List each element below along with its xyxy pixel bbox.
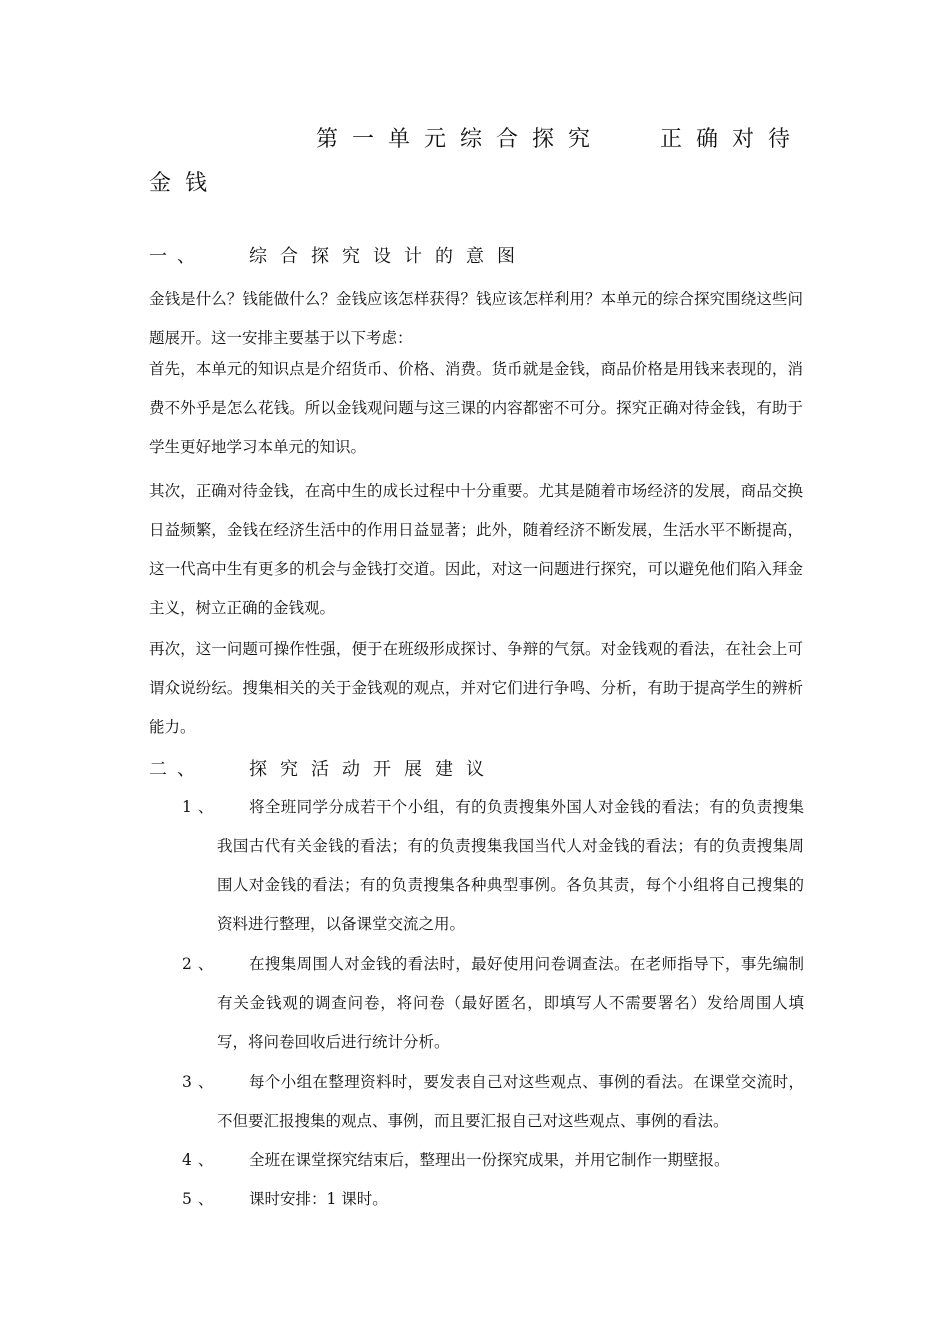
list-item [182, 1180, 804, 1219]
list-item-text: 每个小组在整理资料时，要发表自己对这些观点、事例的看法。在课堂交流时，不但要汇报搜集的观点、事例，而且要汇报自己对这些观点、事例的看法。 [217, 1073, 804, 1130]
list-item-text: 在搜集周围人对金钱的看法时，最好使用问卷调查法。在老师指导下，事先编制有关金钱观的调查问卷，将问卷（最好匿名，即填写人不需要署名）发给周围人填写，将问卷回收后进行统计分析。 [217, 955, 804, 1051]
paragraph-intro: 金钱是什么？钱能做什么？金钱应该怎样获得？钱应该怎样利用？本单元的综合探究围绕这些问题展开。这一安排主要基于以下考虑： [149, 290, 803, 347]
list-item-number: 5、 [182, 1190, 220, 1208]
section-heading-1 [149, 242, 528, 268]
paragraph-third: 再次，这一问题可操作性强，便于在班级形成探讨、争辩的气氛。对金钱观的看法，在社会上可谓众说纷纭。搜集相关的关于金钱观的观点，并对它们进行争鸣、分析，有助于提高学生的辨析能力。 [149, 640, 803, 736]
document-title [316, 122, 805, 153]
list-item-text: 将全班同学分成若干个小组，有的负责搜集外国人对金钱的看法；有的负责搜集我国古代有关金钱的看法；有的负责搜集我国当代人对金钱的看法；有的负责搜集周围人对金钱的看法；有的负责搜集各种典型事例。各负其责，每个小组将自己搜集的资料进行整理，以备课堂交流之用。 [217, 798, 804, 933]
list-item [182, 945, 804, 1062]
list-item-number: 4、 [182, 1151, 220, 1169]
section-heading-2 [149, 755, 497, 781]
section-number-2: 二、 [149, 759, 205, 780]
section-title-1: 综合探究设计的意图 [249, 246, 528, 267]
list-item-number: 1、 [182, 798, 220, 816]
section-title-2: 探究活动开展建议 [249, 759, 497, 780]
title-part1: 第一单元综合探究 [316, 127, 605, 152]
list-item-text: 课时安排：1 课时。 [249, 1190, 388, 1208]
list-item [182, 1063, 804, 1141]
list-item [182, 1141, 804, 1180]
title-part2: 正确对待 [660, 127, 805, 152]
list-item-number: 3、 [182, 1073, 220, 1091]
list-item-text: 全班在课堂探究结束后，整理出一份探究成果，并用它制作一期壁报。 [249, 1151, 730, 1169]
list-item-number: 2、 [182, 955, 220, 973]
document-title-continued: 金钱 [149, 171, 222, 196]
section-number-1: 一、 [149, 246, 205, 267]
paragraph-second: 其次，正确对待金钱，在高中生的成长过程中十分重要。尤其是随着市场经济的发展，商品交换日益频繁，金钱在经济生活中的作用日益显著；此外，随着经济不断发展，生活水平不断提高，这一代高中生有更多的机会与金钱打交道。因此，对这一问题进行探究，可以避免他们陷入拜金主义，树立正确的金钱观。 [149, 482, 803, 617]
paragraph-first: 首先，本单元的知识点是介绍货币、价格、消费。货币就是金钱，商品价格是用钱来表现的，消费不外乎是怎么花钱。所以金钱观问题与这三课的内容都密不可分。探究正确对待金钱，有助于学生更好地学习本单元的知识。 [149, 360, 803, 456]
list-item [182, 788, 804, 944]
